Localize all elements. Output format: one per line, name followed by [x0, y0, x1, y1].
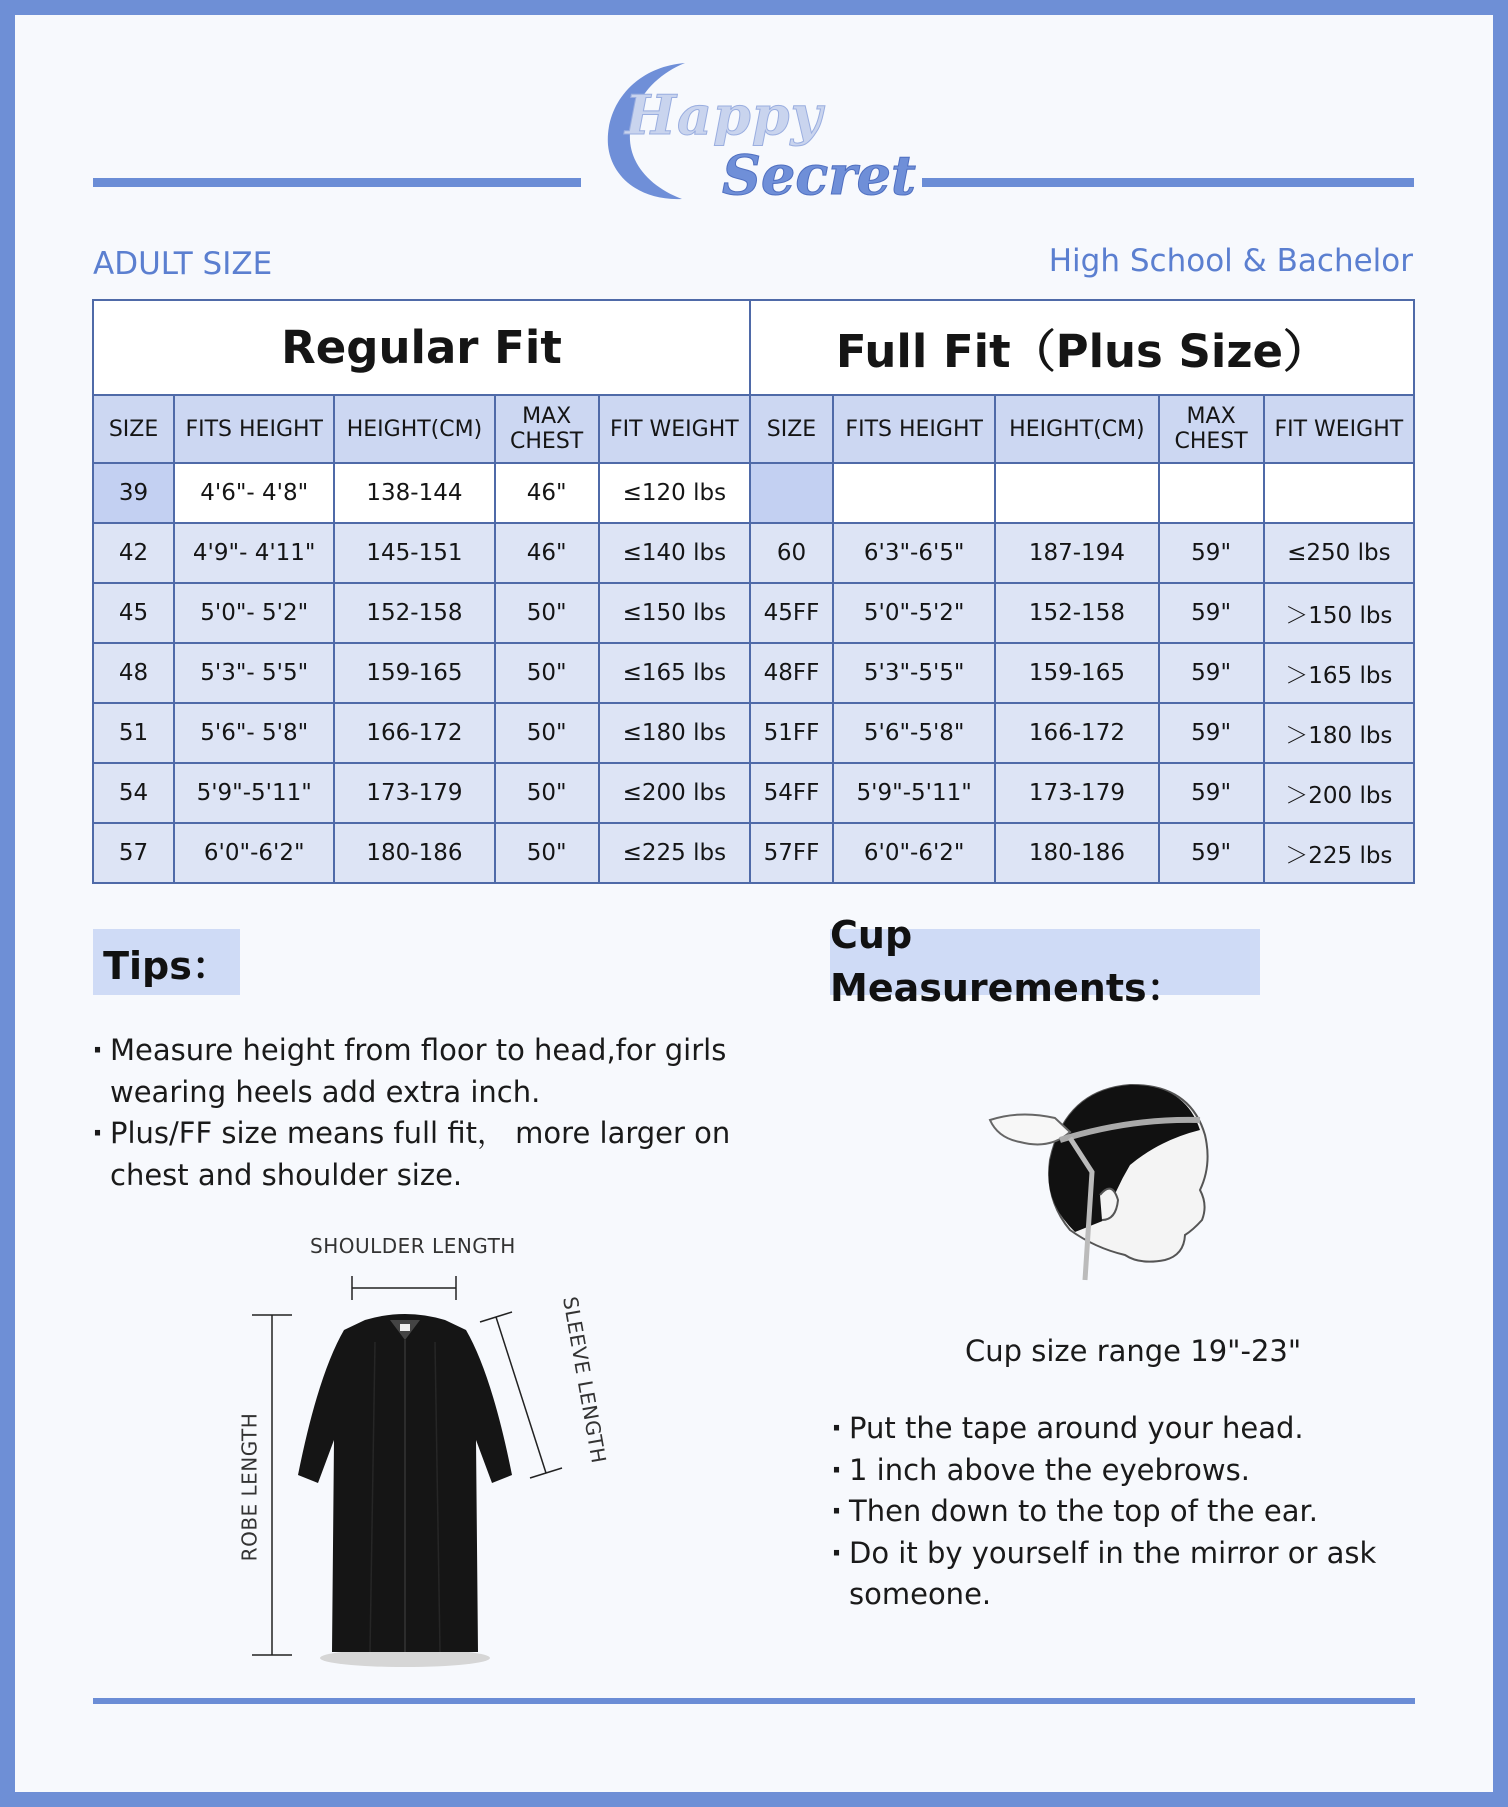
- header-max-chest: MAX CHEST: [495, 395, 599, 463]
- cell: 59": [1159, 583, 1264, 643]
- cup-measurements-title: Cup Measurements：: [830, 929, 1260, 995]
- cell: 5'9"-5'11": [833, 763, 995, 823]
- table-row: [93, 583, 1414, 643]
- cell: ≤150 lbs: [599, 583, 750, 643]
- cell: 5'6"- 5'8": [174, 703, 334, 763]
- header-fits-height: FITS HEIGHT: [833, 395, 995, 463]
- cell: 59": [1159, 823, 1264, 883]
- cell: 42: [93, 523, 174, 583]
- cell: ＞150 lbs: [1264, 583, 1414, 643]
- table-row: [93, 703, 1414, 763]
- cell: 50": [495, 583, 599, 643]
- cell: 60: [750, 523, 833, 583]
- logo-text-secret: Secret: [722, 143, 916, 207]
- cell: 45FF: [750, 583, 833, 643]
- cell: [1264, 463, 1414, 523]
- full-fit-title: Full Fit（Plus Size）: [750, 300, 1414, 395]
- list-item: · Plus/FF size means full fit， more larger on chest and shoulder size.: [92, 1113, 732, 1196]
- header-height-cm: HEIGHT(CM): [334, 395, 494, 463]
- cell: 59": [1159, 523, 1264, 583]
- header-fit-weight: FIT WEIGHT: [1264, 395, 1414, 463]
- list-item: · 1 inch above the eyebrows.: [831, 1450, 1391, 1492]
- table-row: [93, 823, 1414, 883]
- cell: 5'0"-5'2": [833, 583, 995, 643]
- cell: 159-165: [334, 643, 494, 703]
- table-row: [93, 763, 1414, 823]
- header-fit-weight: FIT WEIGHT: [599, 395, 750, 463]
- cell: ＞165 lbs: [1264, 643, 1414, 703]
- cell: [995, 463, 1158, 523]
- cell: 48: [93, 643, 174, 703]
- cell: ≤200 lbs: [599, 763, 750, 823]
- header-fits-height: FITS HEIGHT: [174, 395, 334, 463]
- cell: 59": [1159, 643, 1264, 703]
- cell: 145-151: [334, 523, 494, 583]
- header-size: SIZE: [93, 395, 174, 463]
- size-table: [92, 299, 1415, 884]
- cell: 6'0"-6'2": [833, 823, 995, 883]
- header-size: SIZE: [750, 395, 833, 463]
- cell: ＞225 lbs: [1264, 823, 1414, 883]
- cell: 138-144: [334, 463, 494, 523]
- header-rule-left: [93, 178, 581, 187]
- cell: 173-179: [334, 763, 494, 823]
- graduation-robe-illustration: [230, 1270, 590, 1670]
- cup-instructions-list: [831, 1408, 1391, 1616]
- cell: 59": [1159, 763, 1264, 823]
- table-row: [93, 643, 1414, 703]
- table-row: [93, 463, 1414, 523]
- cell: ≤180 lbs: [599, 703, 750, 763]
- cell: ≤250 lbs: [1264, 523, 1414, 583]
- cell: 152-158: [334, 583, 494, 643]
- cell: 46": [495, 463, 599, 523]
- cell: 187-194: [995, 523, 1158, 583]
- cell: 57FF: [750, 823, 833, 883]
- cell: 5'9"-5'11": [174, 763, 334, 823]
- cell: 180-186: [334, 823, 494, 883]
- cell: ＞200 lbs: [1264, 763, 1414, 823]
- cell: 6'3"-6'5": [833, 523, 995, 583]
- header-height-cm: HEIGHT(CM): [995, 395, 1158, 463]
- cell: 166-172: [334, 703, 494, 763]
- cup-size-range: Cup size range 19"-23": [965, 1334, 1302, 1368]
- cell: ≤120 lbs: [599, 463, 750, 523]
- cell: 166-172: [995, 703, 1158, 763]
- brand-logo: [600, 55, 916, 215]
- cell: 57: [93, 823, 174, 883]
- list-item: · Then down to the top of the ear.: [831, 1491, 1391, 1533]
- degree-label: High School & Bachelor: [1048, 243, 1413, 279]
- logo-text-happy: Happy: [625, 83, 823, 147]
- list-item: · Measure height from floor to head,for girls wearing heels add extra inch.: [92, 1030, 732, 1113]
- cell: 5'3"-5'5": [833, 643, 995, 703]
- cell: 39: [93, 463, 174, 523]
- cell: 4'6"- 4'8": [174, 463, 334, 523]
- sleeve-length-label: SLEEVE LENGTH: [558, 1294, 612, 1466]
- cell: ≤225 lbs: [599, 823, 750, 883]
- footer-rule: [93, 1698, 1415, 1704]
- table-row: [93, 523, 1414, 583]
- regular-fit-title: Regular Fit: [93, 300, 750, 395]
- cell: [750, 463, 833, 523]
- cell: 50": [495, 763, 599, 823]
- shoulder-length-label: SHOULDER LENGTH: [310, 1234, 516, 1258]
- cell: 54FF: [750, 763, 833, 823]
- cell: 152-158: [995, 583, 1158, 643]
- tips-list: [92, 1030, 732, 1196]
- cell: 59": [1159, 703, 1264, 763]
- cell: 5'3"- 5'5": [174, 643, 334, 703]
- cell: ≤140 lbs: [599, 523, 750, 583]
- cell: [1159, 463, 1264, 523]
- cell: ＞180 lbs: [1264, 703, 1414, 763]
- list-item: · Put the tape around your head.: [831, 1408, 1391, 1450]
- cell: 5'6"-5'8": [833, 703, 995, 763]
- cell: 50": [495, 823, 599, 883]
- header-rule-right: [922, 178, 1414, 187]
- adult-size-label: ADULT SIZE: [93, 246, 273, 282]
- cell: 50": [495, 643, 599, 703]
- table-header-row: [93, 395, 1414, 463]
- cell: [833, 463, 995, 523]
- cell: 46": [495, 523, 599, 583]
- header-max-chest: MAX CHEST: [1159, 395, 1264, 463]
- list-item: · Do it by yourself in the mirror or ask someone.: [831, 1533, 1391, 1616]
- cell: 51: [93, 703, 174, 763]
- tips-title: Tips：: [93, 929, 240, 995]
- cell: 51FF: [750, 703, 833, 763]
- cell: 180-186: [995, 823, 1158, 883]
- cell: ≤165 lbs: [599, 643, 750, 703]
- cell: 173-179: [995, 763, 1158, 823]
- cell: 45: [93, 583, 174, 643]
- cell: 4'9"- 4'11": [174, 523, 334, 583]
- cell: 5'0"- 5'2": [174, 583, 334, 643]
- cell: 50": [495, 703, 599, 763]
- cell: 54: [93, 763, 174, 823]
- robe-length-label: ROBE LENGTH: [237, 1412, 262, 1562]
- head-measuring-tape-illustration: [980, 1080, 1250, 1300]
- cell: 6'0"-6'2": [174, 823, 334, 883]
- cell: 159-165: [995, 643, 1158, 703]
- cell: 48FF: [750, 643, 833, 703]
